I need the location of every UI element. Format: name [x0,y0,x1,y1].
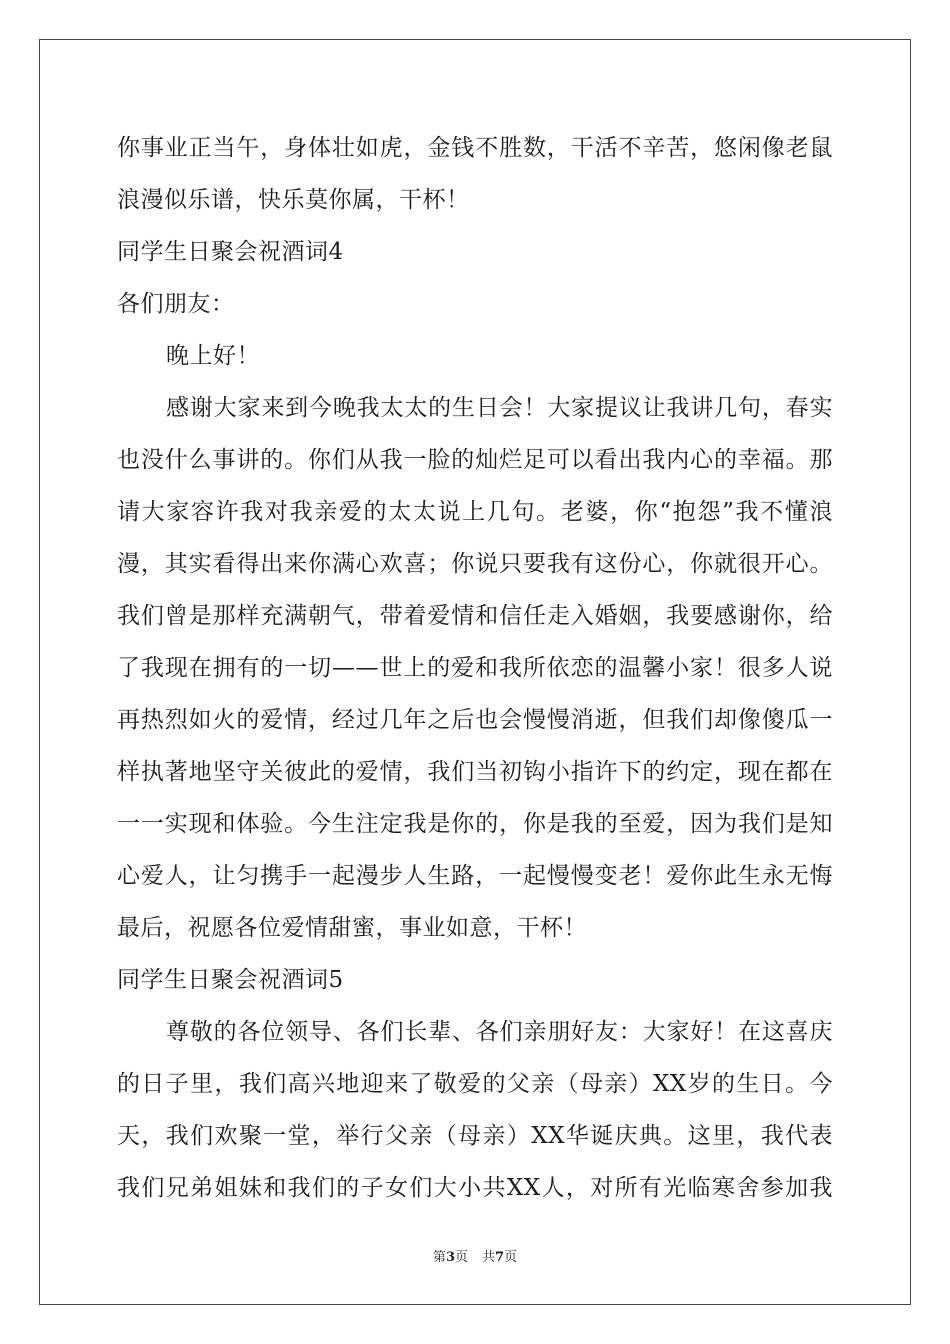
section-heading: 同学生日聚会祝酒词4 [117,239,344,265]
paragraph-line: 天，我们欢聚一堂，举行父亲（母亲）XX华诞庆典。这里，我代表 [117,1123,833,1149]
paragraph-line: 心爱人，让匀携手一起漫步人生路，一起慢慢变老！爱你此生永无悔 [117,863,833,889]
paragraph-line: 最后，祝愿各位爱情甜蜜，事业如意，干杯！ [117,915,587,941]
paragraph-line: 尊敬的各位领导、各们长辈、各们亲朋好友：大家好！在这喜庆 [166,1019,833,1045]
total-prefix: 共 [482,1250,496,1265]
total-pages: 7 [495,1250,505,1265]
paragraph-line: 我们兄弟姐妹和我们的子女们大小共XX人，对所有光临寒舍参加我 [117,1175,833,1201]
section-heading: 同学生日聚会祝酒词5 [117,967,344,993]
paragraph-line: 漫，其实看得出来你满心欢喜；你说只要我有这份心，你就很开心。 [117,551,833,577]
total-suffix: 页 [504,1250,518,1265]
paragraph-line: 你事业正当午，身体壮如虎，金钱不胜数，干活不辛苦，悠闲像老鼠 [117,135,833,161]
paragraph-line: 感谢大家来到今晚我太太的生日会！大家提议让我讲几句，春实 [166,395,833,421]
paragraph-line: 再热烈如火的爱情，经过几年之后也会慢慢消逝，但我们却像傻瓜一 [117,707,833,733]
paragraph-line: 我们曾是那样充满朝气，带着爱情和信任走入婚姻，我要感谢你，给 [117,603,833,629]
page-prefix: 第 [432,1250,446,1265]
greeting: 晚上好！ [166,343,260,369]
paragraph-line: 也没什么事讲的。你们从我一脸的灿烂足可以看出我内心的幸福。那 [117,447,833,473]
salutation: 各们朋友： [117,291,235,317]
paragraph-line: 样执著地坚守关彼此的爱情，我们当初钩小指许下的约定，现在都在 [117,759,833,785]
document-body [117,122,833,1214]
paragraph-line: 请大家容许我对我亲爱的太太说上几句。老婆，你“抱怨”我不懂浪 [117,499,833,525]
paragraph-line: 一一实现和体验。今生注定我是你的，你是我的至爱，因为我们是知 [117,811,833,837]
paragraph-line: 的日子里，我们高兴地迎来了敬爱的父亲（母亲）XX岁的生日。今 [117,1071,833,1097]
paragraph-line: 浪漫似乐谱，快乐莫你属，干杯！ [117,187,470,213]
page-suffix: 页 [454,1250,468,1265]
page-number: 3 [445,1250,455,1265]
paragraph-line: 了我现在拥有的一切——世上的爱和我所依恋的温馨小家！很多人说 [117,655,833,681]
page-footer [0,1246,950,1265]
